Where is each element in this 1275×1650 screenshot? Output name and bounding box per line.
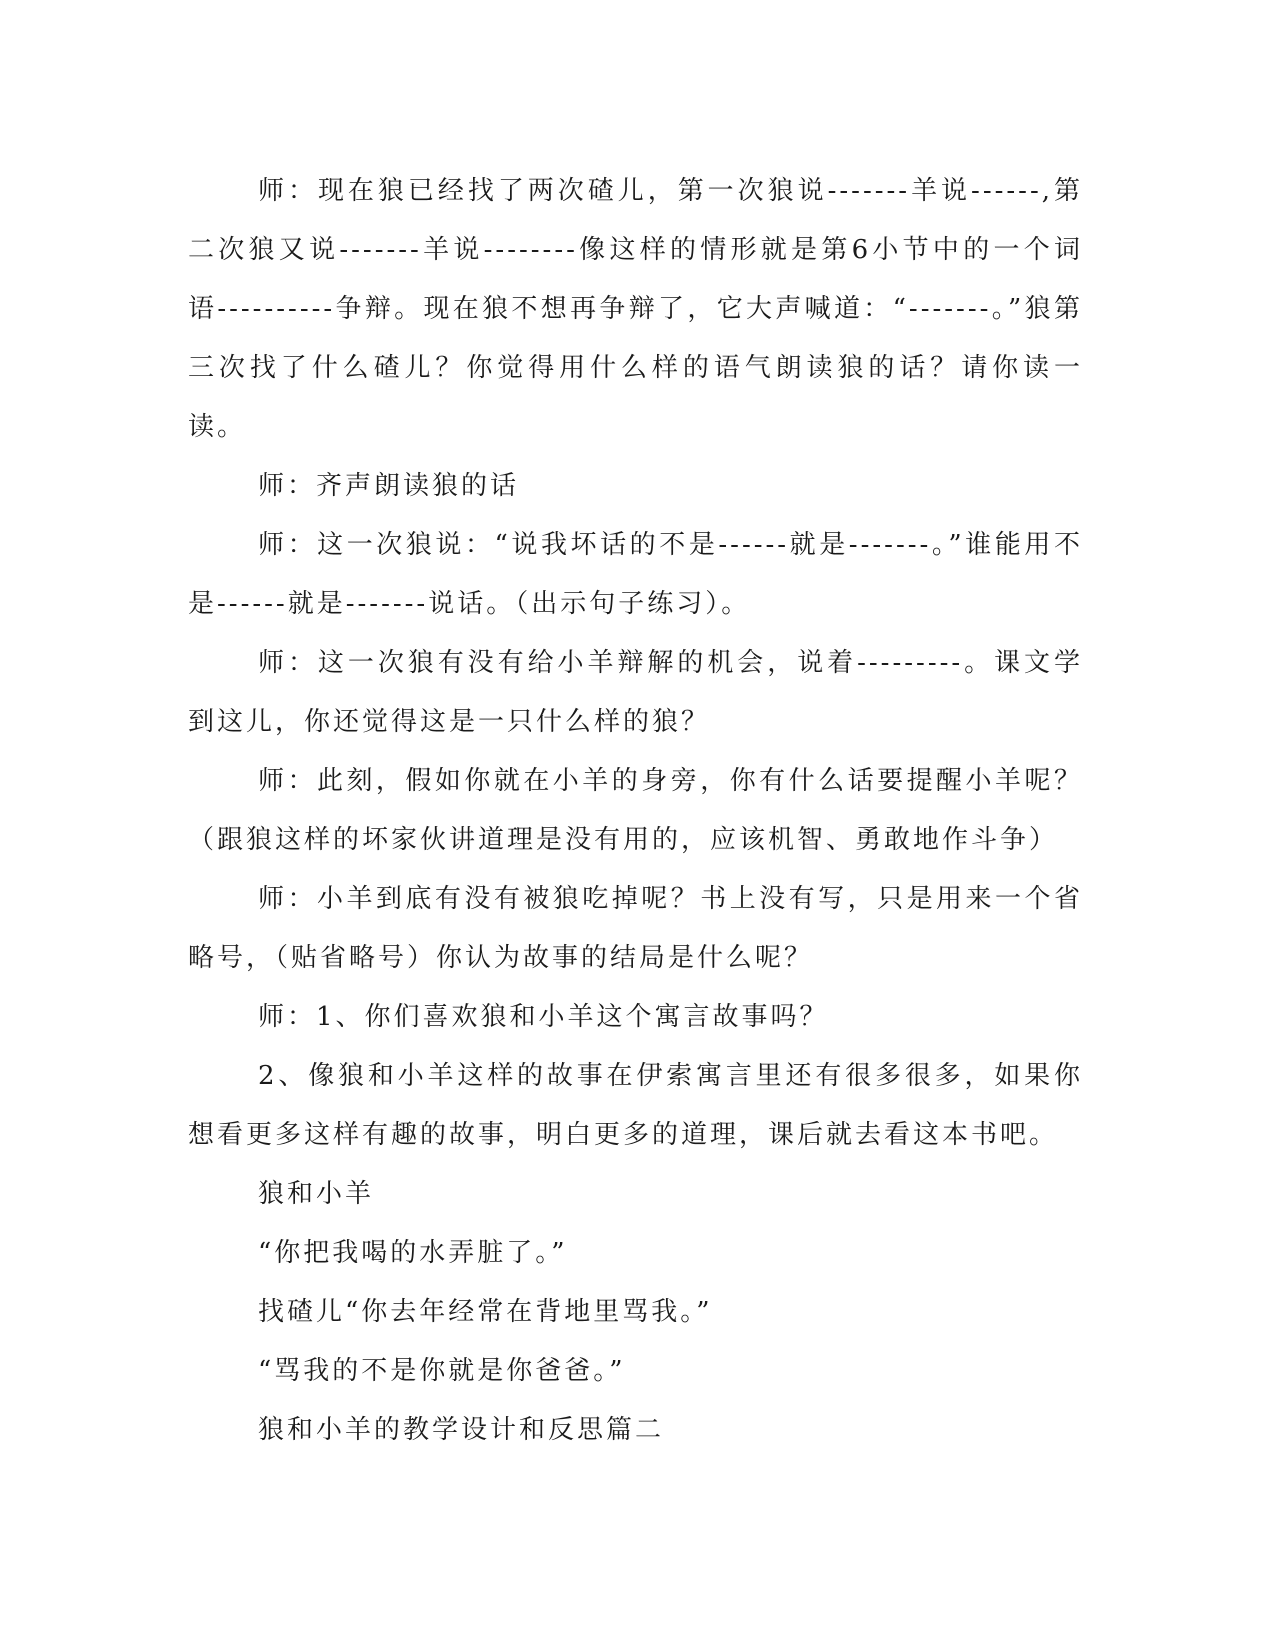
document-body <box>188 162 1083 1460</box>
paragraph-no-chance-to-explain: 师：这一次狼有没有给小羊辩解的机会，说着---------。课文学到这儿，你还觉得这是一只什么样的狼？ <box>188 648 1083 737</box>
paragraph-read-aloud: 师：齐声朗读狼的话 <box>258 471 520 501</box>
paragraph-aesop-fables: 2、像狼和小羊这样的故事在伊索寓言里还有很多很多，如果你想看更多这样有趣的故事，明白更多的道理，课后就去看这本书吧。 <box>188 1061 1083 1150</box>
section-heading: 狼和小羊的教学设计和反思篇二 <box>258 1415 665 1445</box>
board-line-1: “你把我喝的水弄脏了。” <box>258 1238 568 1268</box>
board-title: 狼和小羊 <box>258 1179 375 1209</box>
paragraph-like-the-fable: 师：1、你们喜欢狼和小羊这个寓言故事吗？ <box>258 1002 829 1032</box>
paragraph-teacher-wolf-found-fault: 师：现在狼已经找了两次碴儿，第一次狼说-------羊说------,第二次狼又说-------羊说--------像这样的情形就是第6小节中的一个词语----------争辩。现在狼不想再争辩了，它大声喊道：“-------。”狼第三次找了什么碴儿？你觉得用什么样的语气朗读狼的话？请你读一读。 <box>188 176 1083 442</box>
board-line-2: 找碴儿“你去年经常在背地里骂我。” <box>258 1297 713 1327</box>
paragraph-not-this-but-that: 师：这一次狼说：“说我坏话的不是------就是-------。”谁能用不是------就是-------说话。（出示句子练习）。 <box>188 530 1083 619</box>
paragraph-remind-lamb: 师：此刻，假如你就在小羊的身旁，你有什么话要提醒小羊呢？（跟狼这样的坏家伙讲道理是没有用的，应该机智、勇敢地作斗争） <box>188 766 1083 855</box>
board-line-3: “骂我的不是你就是你爸爸。” <box>258 1356 626 1386</box>
paragraph-story-ending: 师：小羊到底有没有被狼吃掉呢？书上没有写，只是用来一个省略号，（贴省略号）你认为故事的结局是什么呢？ <box>188 884 1083 973</box>
